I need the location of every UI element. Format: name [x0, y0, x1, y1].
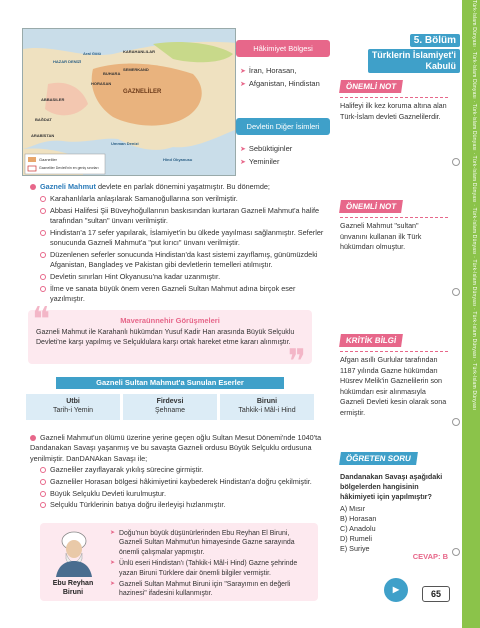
side-decoration-strip	[462, 0, 480, 628]
work-cell	[220, 394, 314, 420]
event-item	[40, 206, 332, 227]
map-label: HORASAN	[91, 81, 112, 86]
work-cell	[26, 394, 120, 420]
note-box-2	[340, 196, 448, 253]
map-label: KARAHANLILAR	[123, 49, 155, 54]
map-label: SEMERKAND	[123, 67, 149, 72]
strip-text: Türk-İslam Dünyası · Türk-İslam Dünyası · Türk-İslam Dünyası · Türk-İslam Dünyası · Türk-İslam Dünyası · Türk-İslam Dünyası · Türk-İslam Dünyası · Türk-İslam Dünyası	[471, 0, 477, 411]
map-label: ARABİSTAN	[31, 133, 55, 138]
option-b[interactable]: B) Horasan	[340, 514, 377, 523]
dandanakan-text: Gazneli Mahmut'un ölümü üzerine yerine geçen oğlu Sultan Mesut Dönemi'nde 1040'ta Dandanakan Savaşı yaşanmış ve bu savaşta Gazneli ordusu Büyük Selçuklu ordusuna yenilmiştir. DanDANAkan Savaşı ile;	[30, 433, 322, 463]
result-text: Gazneliler Horasan bölgesi hâkimiyetini kaybederek Hindistan'a doğru çekilmiştir.	[50, 476, 312, 486]
quote-title: Maveraünnehir Görüşmeleri	[120, 316, 220, 325]
event-item	[40, 284, 332, 305]
question-options	[340, 504, 448, 554]
bullet-circle	[40, 230, 46, 236]
note-text: Afgan asıllı Gurlular tarafından 1187 yılında Gazne hükümdarı Hüsrev Melik'in Gaznelilerin son hükümdarı esir alınmasıyla Gazneli Devleti kesin olarak sona ermiştir.	[340, 351, 448, 418]
result-item	[40, 500, 332, 510]
bullet-circle	[40, 196, 46, 202]
event-text: Hindistan'a 17 sefer yapılarak, İslamiyet'in bu ülkede yayılması sağlanmıştır. Seferler sonucunda Gazneli Mahmut'a "put kırıcı" ünvanı verilmiştir.	[50, 227, 324, 248]
map-label: GAZNELİLER	[123, 89, 162, 95]
work-author: Utbi	[66, 398, 80, 405]
bullet-circle	[40, 208, 46, 214]
other-names-list	[236, 143, 330, 169]
region-box-title: Hâkimiyet Bölgesi	[236, 40, 330, 57]
bullet-circle	[40, 286, 46, 292]
section-badge: 5. Bölüm	[410, 34, 460, 47]
note-title: ÖNEMLİ NOT	[339, 80, 403, 93]
answer-label: CEVAP: B	[412, 552, 448, 561]
region-item: ➤ Afganistan, Hindistan	[240, 79, 320, 88]
critical-info-box	[340, 330, 448, 418]
bio-text: Ünlü eseri Hindistan'ı (Tahkik-i Mâl-i Hind) Gazne şehrinde yazan Biruni Türklere dair önemli bilgiler vermiştir.	[119, 560, 298, 577]
dandanakan-paragraph	[30, 433, 332, 464]
events-list	[40, 194, 332, 306]
intro-rest: devlete en parlak dönemini yaşatmıştır. Bu dönemde;	[95, 182, 270, 191]
question-title: ÖĞRETEN SORU	[339, 452, 418, 465]
note-box-1	[340, 76, 448, 122]
map-label: Hind Okyanusu	[163, 157, 193, 162]
bullet-circle	[40, 252, 46, 258]
bullet-dot	[30, 435, 36, 441]
bullet-dot	[30, 184, 36, 190]
option-d[interactable]: D) Rumeli	[340, 534, 372, 543]
map-label: HAZAR DENİZİ	[53, 59, 82, 64]
binder-hole	[452, 548, 460, 556]
bio-item: ➤ Gazneli Sultan Mahmut Biruni için "Sarayımın en değerli hazinesi" ifadesini kullanmıştır.	[110, 581, 291, 598]
other-names-box	[236, 118, 330, 169]
other-name-item: ➤ Yeminiler	[240, 157, 280, 166]
dandanakan-results	[40, 465, 332, 512]
map-label: BUHARA	[103, 71, 121, 76]
result-text: Selçuklu Türklerinin batıya doğru ilerleyişi hızlanmıştır.	[50, 500, 226, 510]
page-number: 65	[422, 586, 450, 602]
other-name-text: Yeminiler	[248, 157, 280, 166]
event-item	[40, 228, 332, 249]
bio-name-line: Biruni	[62, 589, 84, 596]
event-item	[40, 272, 332, 282]
binder-hole	[452, 288, 460, 296]
event-text: Karahanlılarla anlaşılarak Samanoğullarına son verilmiştir.	[50, 194, 238, 203]
section-title	[368, 49, 460, 73]
quote-mark-icon: ❞	[287, 342, 306, 382]
quote-mark-icon: ❝	[32, 300, 51, 340]
bio-name-line: Ebu Reyhan	[52, 580, 94, 587]
section-header	[350, 30, 460, 71]
quote-text: Gazneli Mahmut ile Karahanlı hükümdarı Yusuf Kadir Han arasında Büyük Selçuklu Devleti'ne karşı yapılmış ve Selçuklulara karşı ortak hareket etme kararı alınmıştır.	[36, 329, 295, 346]
map-legend-label: Gazneliler	[39, 157, 58, 162]
note-text: Halifeyi ilk kez koruma altına alan Türk-İslam devleti Gaznelilerdir.	[340, 97, 448, 122]
map-label: Aral Gölü	[83, 51, 102, 56]
bio-name	[40, 579, 106, 597]
biruni-portrait	[48, 529, 100, 577]
map-label: BAĞDAT	[35, 117, 52, 122]
works-title: Gazneli Sultan Mahmut'a Sunulan Eserler	[56, 377, 284, 389]
portrait-icon	[48, 529, 100, 577]
result-text: Büyük Selçuklu Devleti kurulmuştur.	[50, 488, 166, 498]
publisher-logo-icon: ▶	[384, 578, 408, 602]
result-item	[40, 489, 332, 499]
bullet-circle	[40, 502, 46, 508]
bio-item: ➤ Doğu'nun büyük düşünürlerinden Ebu Reyhan El Biruni, Gazneli Sultan Mahmut'un himayesinde Gazne sarayında önemli çalışmalar yapmıştır.	[110, 530, 295, 556]
bio-text: Gazneli Sultan Mahmut Biruni için "Sarayımın en değerli hazinesi" ifadesini kullanmıştır.	[119, 581, 291, 598]
bullet-circle	[40, 491, 46, 497]
event-text: Devletin sınırları Hint Okyanusu'na kadar uzanmıştır.	[50, 272, 221, 282]
result-item	[40, 477, 332, 487]
bio-item: ➤ Ünlü eseri Hindistan'ı (Tahkik-i Mâl-i Hind) Gazne şehrinde yazan Biruni Türklere dair önemli bilgiler vermiştir.	[110, 560, 298, 577]
result-item	[40, 465, 332, 475]
region-box	[236, 40, 330, 91]
region-item: ➤ İran, Horasan,	[240, 66, 297, 75]
work-cell	[123, 394, 217, 420]
binder-hole	[452, 158, 460, 166]
other-name-text: Sebüktiginler	[248, 144, 293, 153]
region-item-text: İran, Horasan,	[248, 66, 297, 75]
bullet-circle	[40, 274, 46, 280]
event-item	[40, 194, 332, 204]
work-author: Firdevsi	[156, 398, 184, 405]
note-text: Gazneli Mahmut "sultan" ünvanını kullanan ilk Türk hükümdarı olmuştur.	[340, 217, 448, 253]
bio-text: Doğu'nun büyük düşünürlerinden Ebu Reyhan El Biruni, Gazneli Sultan Mahmut'un himayesinde Gazne sarayında önemli çalışmalar yapmıştır.	[119, 530, 295, 556]
intro-lead: Gazneli Mahmut	[40, 182, 96, 191]
other-names-title: Devletin Diğer İsimleri	[236, 118, 330, 135]
section-title-line: Kabulü	[425, 61, 456, 71]
note-title: ÖNEMLİ NOT	[339, 200, 403, 213]
works-table	[26, 377, 314, 417]
section-title-line: Türklerin İslamiyet'i	[371, 50, 456, 60]
work-name: Tahkik-i Mâl-i Hind	[238, 407, 296, 414]
event-text: Abbasi Halifesi Şii Büveyhoğullarının baskısından kurtaran Gazneli Mahmut'a halife tarafından "sultan" ünvanı verilmiştir.	[50, 205, 320, 226]
event-text: Düzenlenen seferler sonucunda Hindistan'da kast sistemi zayıflamış, günümüzdeki Afganistan, Bangladeş ve Pakistan gibi devletlerin temelleri atılmıştır.	[50, 249, 318, 270]
option-a[interactable]: A) Mısır	[340, 504, 366, 513]
map-legend-label: Gazneliler Devleti'nin en geniş sınırları	[39, 166, 99, 170]
work-name: Tarih-i Yemin	[52, 407, 94, 414]
bullet-circle	[40, 467, 46, 473]
question-text: Dandanakan Savaşı aşağıdaki bölgelerden hangisinin hâkimiyeti için yapılmıştır?	[340, 472, 443, 501]
binder-hole	[452, 418, 460, 426]
bullet-circle	[40, 479, 46, 485]
region-list	[236, 65, 330, 91]
biruni-box	[40, 523, 318, 601]
question-box	[340, 448, 448, 561]
quote-box	[28, 300, 312, 382]
event-item	[40, 250, 332, 271]
map-label: Umman Denizi	[111, 141, 139, 146]
work-author: Biruni	[256, 398, 278, 405]
bio-list	[110, 529, 312, 601]
event-text: İlme ve sanata büyük önem veren Gazneli Sultan Mahmut adına birçok eser yazılmıştır.	[50, 283, 296, 304]
option-c[interactable]: C) Anadolu	[340, 524, 376, 533]
region-item-text: Afganistan, Hindistan	[248, 79, 320, 88]
option-e[interactable]: E) Suriye	[340, 544, 370, 553]
intro-paragraph	[30, 182, 330, 192]
other-name-item: ➤ Sebüktiginler	[240, 144, 293, 153]
work-name: Şehname	[155, 407, 185, 414]
note-title: KRİTİK BİLGİ	[339, 334, 403, 347]
gazneli-map	[22, 28, 236, 176]
result-text: Gazneliler zayıflayarak yıkılış sürecine girmiştir.	[50, 465, 204, 474]
map-label: ABBASILER	[41, 97, 65, 102]
